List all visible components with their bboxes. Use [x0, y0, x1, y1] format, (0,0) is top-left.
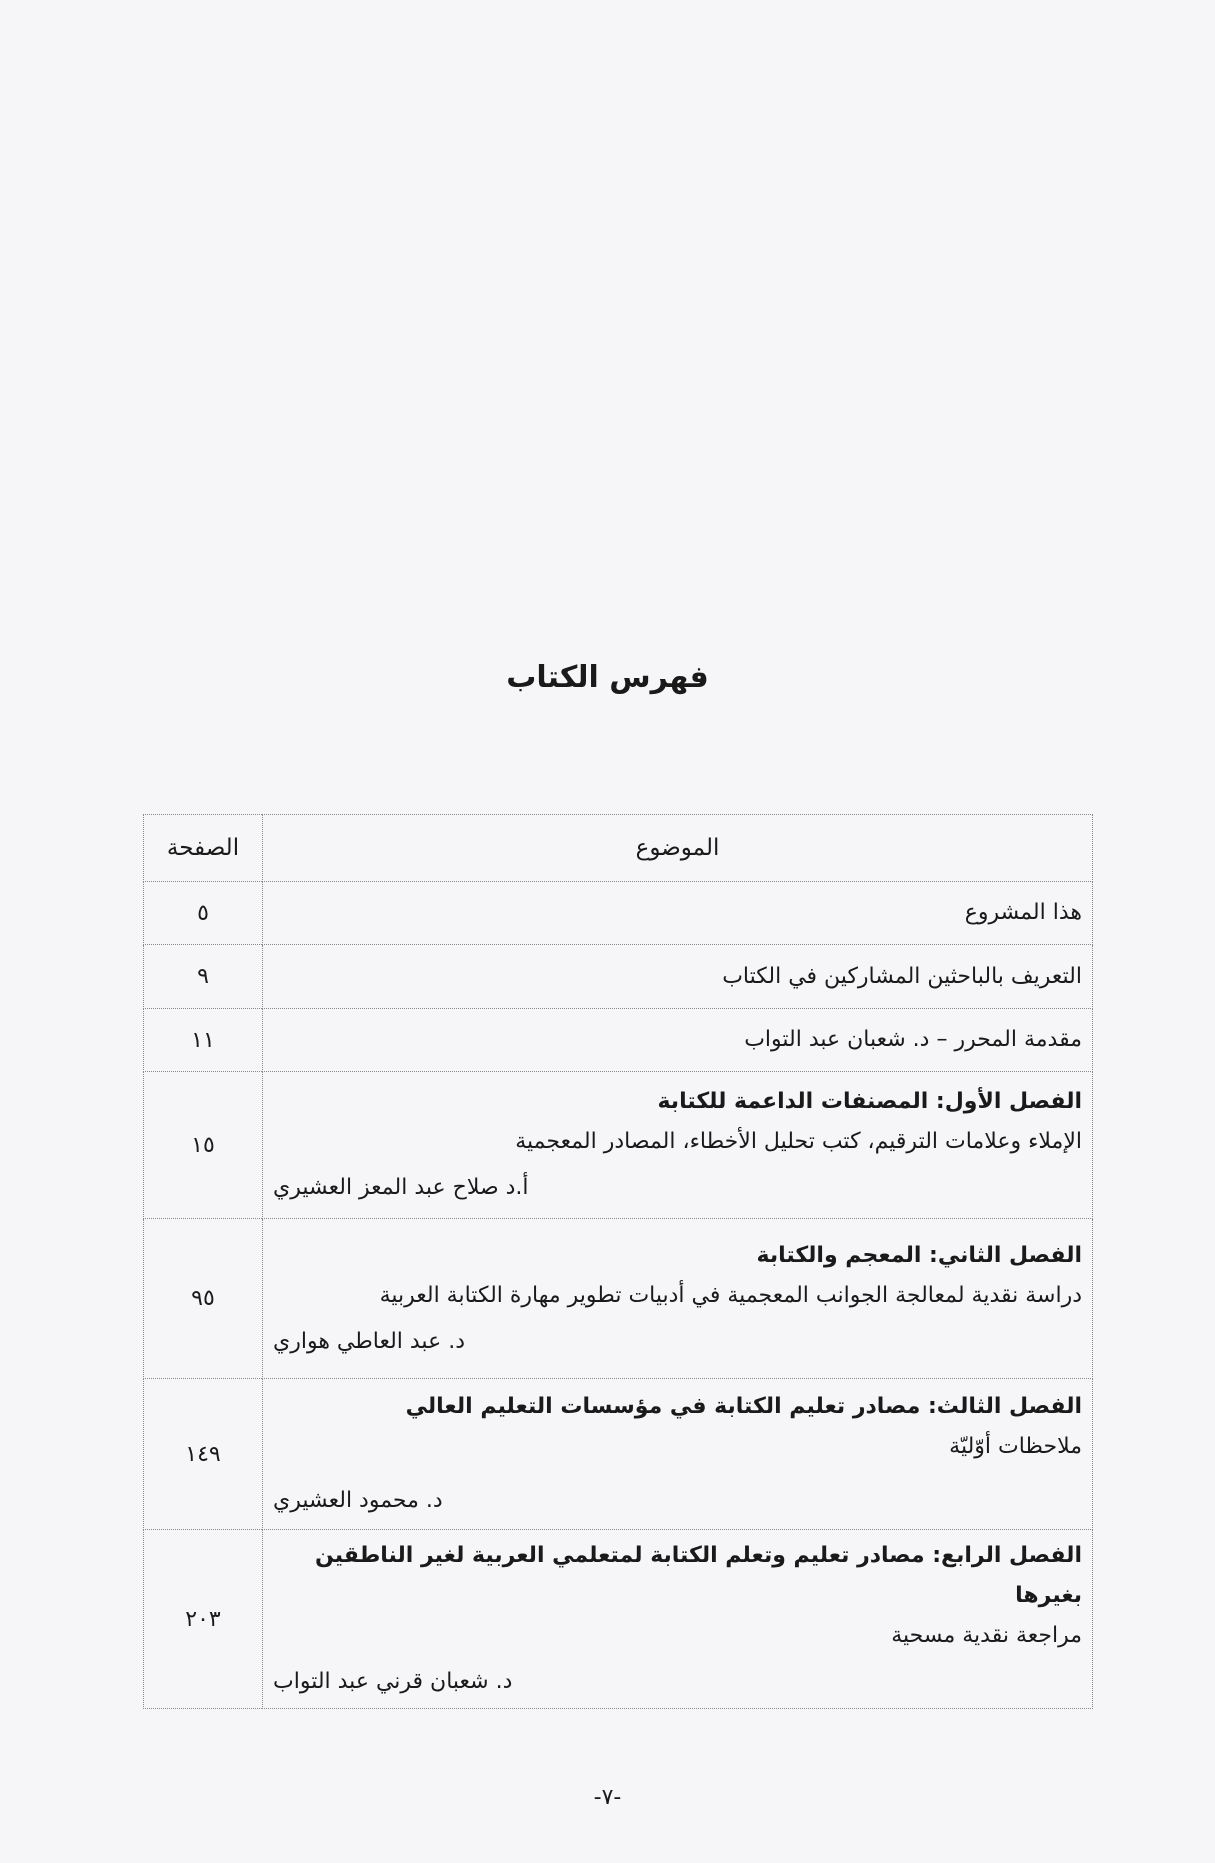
chapter-subtitle: ملاحظات أوّليّة [949, 1434, 1082, 1459]
chapter-subtitle: مراجعة نقدية مسحية [891, 1623, 1082, 1648]
row-page: ٩ [144, 945, 263, 1009]
row-topic [263, 1009, 1093, 1072]
row-page: ١٤٩ [144, 1379, 263, 1530]
row-page: ١١ [144, 1009, 263, 1072]
row-heading: هذا المشروع [964, 900, 1082, 925]
row-page: ٢٠٣ [144, 1530, 263, 1709]
row-page: ١٥ [144, 1072, 263, 1219]
table-row [144, 1072, 1093, 1219]
chapter-author: أ.د صلاح عبد المعز العشيري [273, 1175, 529, 1200]
chapter-author: د. عبد العاطي هواري [273, 1328, 465, 1354]
chapter-author: د. محمود العشيري [273, 1488, 443, 1513]
row-topic [263, 882, 1093, 945]
chapter-subtitle: دراسة نقدية لمعالجة الجوانب المعجمية في أدبيات تطوير مهارة الكتابة العربية [379, 1282, 1082, 1308]
page-title: فهرس الكتاب [506, 660, 709, 695]
row-heading: التعريف بالباحثين المشاركين في الكتاب [722, 963, 1082, 989]
page-number: -٧- [593, 1785, 622, 1810]
chapter-heading: الفصل الثالث: مصادر تعليم الكتابة في مؤسسات التعليم العالي [405, 1394, 1082, 1419]
row-page: ٥ [144, 882, 263, 945]
chapter-heading: الفصل الرابع: مصادر تعليم وتعلم الكتابة لمتعلمي العربية لغير الناطقين بغيرها [314, 1543, 1082, 1608]
chapter-subtitle: الإملاء وعلامات الترقيم، كتب تحليل الأخطاء، المصادر المعجمية [515, 1129, 1082, 1154]
contents-table [143, 814, 1093, 1709]
header-page: الصفحة [144, 815, 263, 882]
row-topic [263, 1379, 1093, 1530]
row-topic [263, 1530, 1093, 1709]
row-heading: مقدمة المحرر – د. شعبان عبد التواب [744, 1027, 1082, 1052]
table-row [144, 1219, 1093, 1379]
row-topic [263, 945, 1093, 1009]
table-header [144, 815, 1093, 882]
table-row [144, 1009, 1093, 1072]
table-row [144, 882, 1093, 945]
table-row [144, 1530, 1093, 1709]
table-row [144, 1379, 1093, 1530]
row-topic [263, 1072, 1093, 1219]
row-topic [263, 1219, 1093, 1379]
chapter-author: د. شعبان قرني عبد التواب [273, 1669, 513, 1694]
chapter-heading: الفصل الأول: المصنفات الداعمة للكتابة [657, 1089, 1082, 1114]
table-row [144, 945, 1093, 1009]
chapter-heading: الفصل الثاني: المعجم والكتابة [756, 1242, 1082, 1268]
row-page: ٩٥ [144, 1219, 263, 1379]
header-topic: الموضوع [263, 815, 1093, 882]
